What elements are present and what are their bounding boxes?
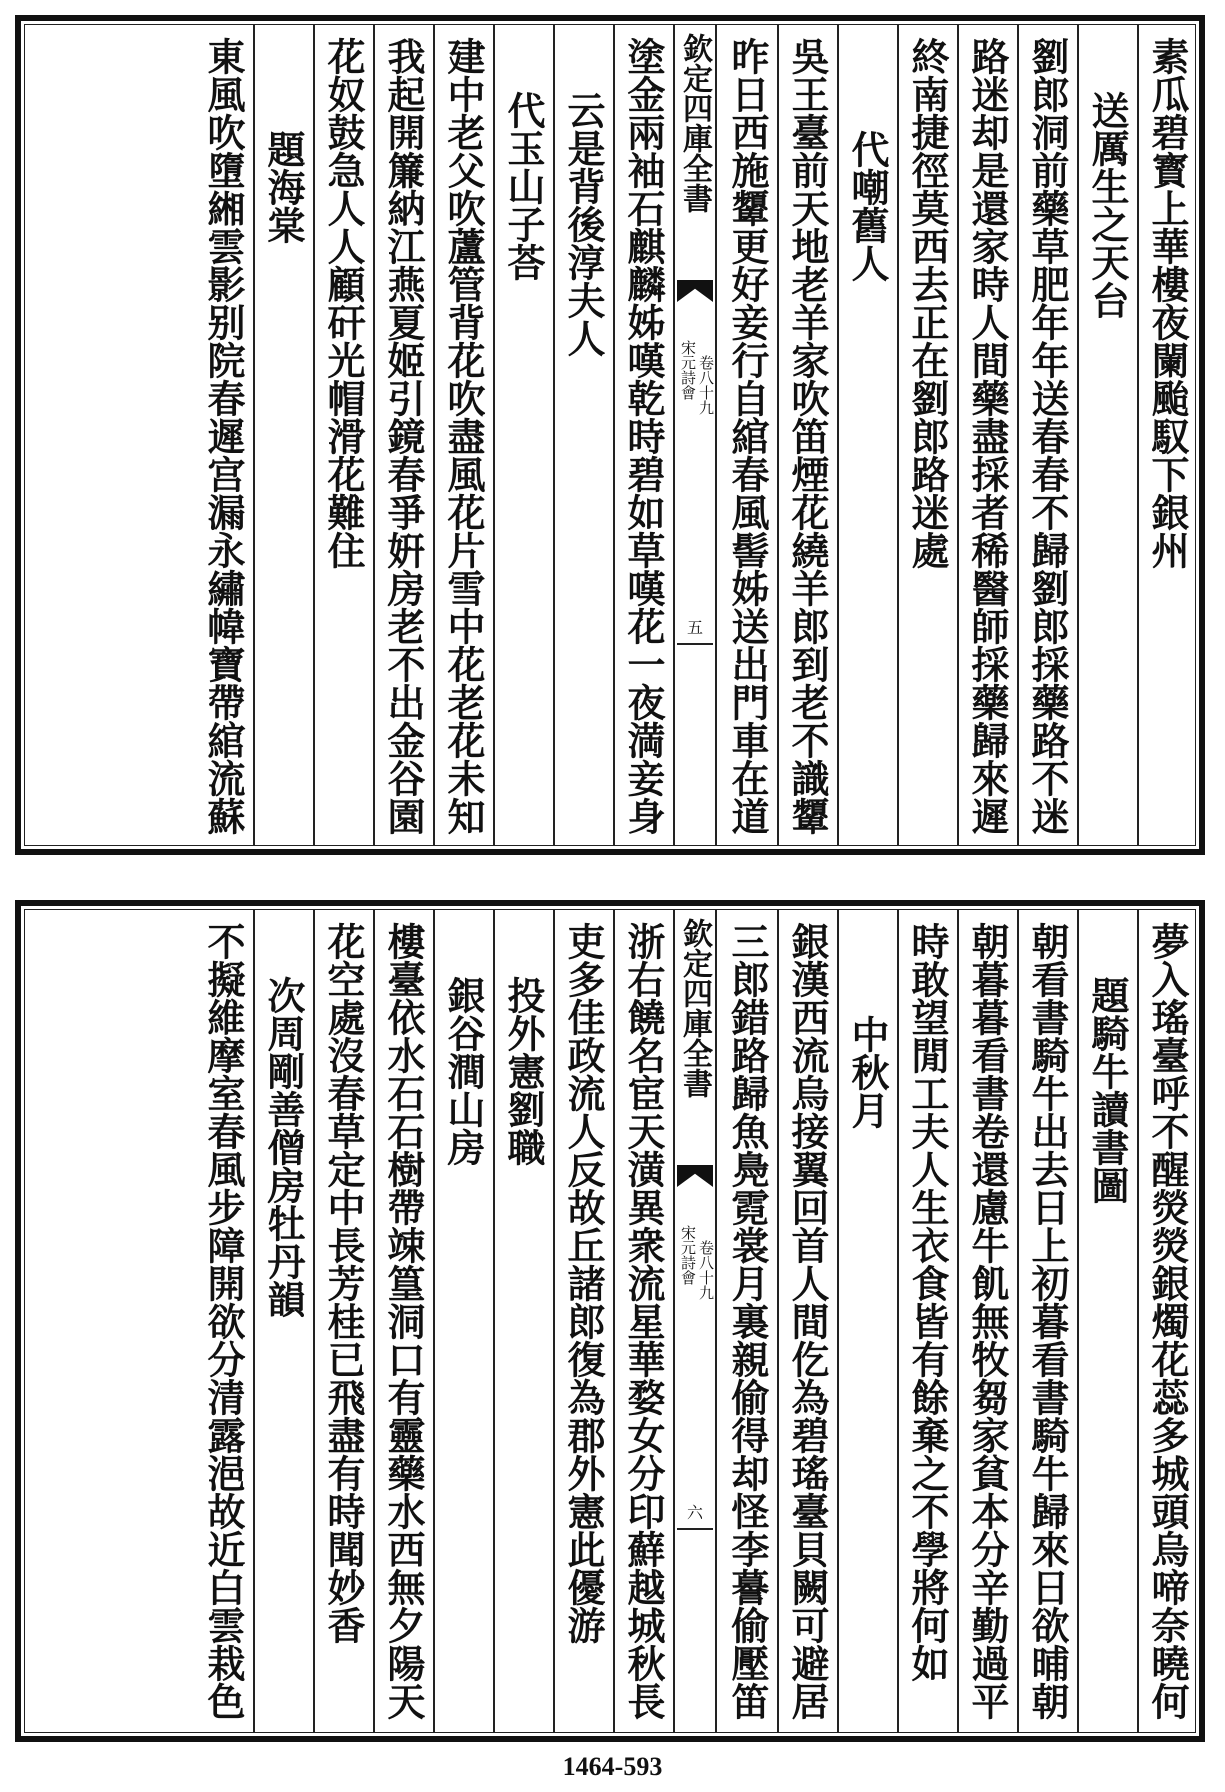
- bottom-text-column: [373, 910, 433, 1732]
- bottom-page-frame: [24, 909, 1196, 1733]
- top-poem-line: 終南捷徑莫西去正在劉郎路迷處: [905, 37, 950, 569]
- top-column-rule: [613, 25, 615, 845]
- bottom-column-rule: [493, 910, 495, 1732]
- top-text-column: [253, 25, 313, 845]
- top-text-column: [957, 25, 1017, 845]
- top-column-rule: [897, 25, 899, 845]
- bottom-poem-line: 吏多佳政流人反故丘諸郎復為郡外憲此優游: [561, 922, 606, 1644]
- bottom-text-column: [553, 910, 613, 1732]
- top-column-rule: [313, 25, 315, 845]
- top-page-frame: [24, 24, 1196, 846]
- bottom-text-column: [433, 910, 493, 1732]
- top-text-column: [373, 25, 433, 845]
- top-volume-label: 卷八十九: [697, 355, 715, 415]
- top-column-rule: [373, 25, 375, 845]
- bottom-poem-line: 朝暮暮看書卷還慮牛飢無牧芻家貧本分辛勤過平: [965, 922, 1010, 1720]
- bottom-column-rule: [433, 910, 435, 1732]
- top-poem-line: 我起開簾納江燕夏姬引鏡春爭姸房老不出金谷園: [381, 37, 426, 835]
- bottom-poem-line: 銀漢西流烏接翼回首人間仡為碧瑤臺貝闕可避居: [785, 922, 830, 1720]
- top-poem-title: 送厲生之天台: [1085, 91, 1130, 319]
- top-text-column: [777, 25, 837, 845]
- top-collection-title: 欽定四庫全書: [677, 33, 712, 213]
- bottom-poem-line: 樓臺依水石石樹帶竦篁洞口有靈藥水西無夕陽天: [381, 922, 426, 1720]
- top-page: [15, 15, 1205, 855]
- bottom-column-rule: [1137, 910, 1139, 1732]
- top-text-column: [493, 25, 553, 845]
- bottom-poem-line: 浙右饒名宦天潢異衆流星華婺女分印蘚越城秋長: [621, 922, 666, 1720]
- bottom-text-column: [613, 910, 673, 1732]
- bottom-poem-line: 三郎錯路歸魚鳧霓裳月裏親偷得却怪李謩偷壓笛: [725, 922, 770, 1720]
- bottom-poem-title: 中秋月: [845, 1015, 890, 1129]
- bottom-column-rule: [253, 910, 255, 1732]
- top-poem-line: 路迷却是還家時人間藥盡採者稀醫師採藥歸來遲: [965, 37, 1010, 835]
- bottom-poem-title: 次周剛善僧房牡丹韻: [261, 976, 306, 1318]
- bottom-collection-title: 欽定四庫全書: [677, 918, 712, 1098]
- top-text-column: [1077, 25, 1137, 845]
- top-poem-line: 建中老父吹蘆管背花吹盡風花片雪中花老花未知: [441, 37, 486, 835]
- top-text-column: [433, 25, 493, 845]
- top-poem-line: 劉郎洞前藥草肥年年送春春不歸劉郎採藥路不迷: [1025, 37, 1070, 835]
- top-column-rule: [553, 25, 555, 845]
- bottom-poem-line: 夢入瑤臺呼不醒熒熒銀燭花蕊多城頭烏啼奈曉何: [1145, 922, 1190, 1720]
- top-column-rule: [253, 25, 255, 845]
- top-column-rule: [493, 25, 495, 845]
- top-column-rule: [1017, 25, 1019, 845]
- top-text-column: [613, 25, 673, 845]
- page-footer-number: 1464-593: [562, 1752, 663, 1781]
- top-text-column: [313, 25, 373, 845]
- bottom-text-column: [1077, 910, 1137, 1732]
- bottom-text-column: [1017, 910, 1077, 1732]
- bottom-text-column: [957, 910, 1017, 1732]
- bottom-volume-label: 卷八十九: [697, 1240, 715, 1300]
- top-text-column: [837, 25, 897, 845]
- bottom-poem-line: 朝看書騎牛出去日上初暮看書騎牛歸來日欲晡朝: [1025, 922, 1070, 1720]
- bottom-text-column: [717, 910, 777, 1732]
- bottom-column-rule: [1017, 910, 1019, 1732]
- top-poem-line: 東風吹墮緗雲影别院春遲宫漏永繡幃寶帶綰流蘇: [201, 37, 246, 835]
- top-center-fold: [673, 25, 717, 845]
- bottom-fish-tail-mark: [677, 1165, 713, 1187]
- top-poem-line: 吳王臺前天地老羊家吹笛煙花繞羊郎到老不識顰: [785, 37, 830, 835]
- top-leaf-number: 五: [686, 618, 703, 637]
- bottom-poem-line: 時敢望閒工夫人生衣食皆有餘棄之不學將何如: [905, 922, 950, 1682]
- top-text-column: [193, 25, 253, 845]
- top-fish-tail-mark: [677, 280, 713, 302]
- bottom-text-column: [313, 910, 373, 1732]
- top-poem-line: 素瓜碧寳上華樓夜闌颱馭下銀州: [1145, 37, 1190, 569]
- bottom-page: [15, 900, 1205, 1742]
- bottom-column-rule: [373, 910, 375, 1732]
- bottom-column-rule: [837, 910, 839, 1732]
- bottom-center-fold: [673, 910, 717, 1732]
- bottom-leaf-number: 六: [686, 1503, 703, 1522]
- top-column-rule: [957, 25, 959, 845]
- top-column-rule: [433, 25, 435, 845]
- bottom-poem-title: 投外憲劉職: [501, 976, 546, 1166]
- bottom-poem-line: 花空處沒春草定中長芳桂已飛盡有時聞妙香: [321, 922, 366, 1644]
- bottom-column-rule: [313, 910, 315, 1732]
- top-text-column: [897, 25, 957, 845]
- bottom-column-rule: [1077, 910, 1079, 1732]
- bottom-column-rule: [553, 910, 555, 1732]
- top-poem-line: 花奴鼓急人人顧矸光帽滑花難住: [321, 37, 366, 569]
- top-column-rule: [1137, 25, 1139, 845]
- top-column-rule: [1077, 25, 1079, 845]
- bottom-column-rule: [613, 910, 615, 1732]
- top-leaf-rule: [677, 643, 713, 645]
- top-column-rule: [777, 25, 779, 845]
- bottom-poem-title: 銀谷澗山房: [441, 976, 486, 1166]
- bottom-poem-title: 題騎牛讀書圖: [1085, 976, 1130, 1204]
- top-column-rule: [837, 25, 839, 845]
- bottom-column-rule: [897, 910, 899, 1732]
- bottom-text-column: [193, 910, 253, 1732]
- bottom-text-column: [837, 910, 897, 1732]
- top-text-column: [717, 25, 777, 845]
- top-text-column: [553, 25, 613, 845]
- bottom-column-rule: [957, 910, 959, 1732]
- top-text-column: [1017, 25, 1077, 845]
- bottom-text-column: [897, 910, 957, 1732]
- top-poem-title: 代嘲舊人: [845, 130, 890, 282]
- bottom-text-column: [253, 910, 313, 1732]
- top-poem-line: 塗金兩袖石麒麟姊嘆乾時碧如草嘆花一夜満妾身: [621, 37, 666, 835]
- top-poem-line: 昨日西施顰更好妾行自綰春風髻姊送出門車在道: [725, 37, 770, 835]
- bottom-text-column: [777, 910, 837, 1732]
- top-poem-title: 代玉山子荅: [501, 91, 546, 281]
- top-book-title: 宋元詩會: [679, 340, 697, 400]
- top-poem-title: 云是背後淳夫人: [561, 91, 606, 357]
- bottom-column-rule: [777, 910, 779, 1732]
- bottom-book-title: 宋元詩會: [679, 1225, 697, 1285]
- top-poem-title: 題海棠: [261, 130, 306, 244]
- top-text-column: [1137, 25, 1197, 845]
- bottom-text-column: [1137, 910, 1197, 1732]
- bottom-leaf-rule: [677, 1528, 713, 1530]
- bottom-text-column: [493, 910, 553, 1732]
- bottom-poem-line: 不擬維摩室春風步障開欲分清露浥故近白雲栽色: [201, 922, 246, 1720]
